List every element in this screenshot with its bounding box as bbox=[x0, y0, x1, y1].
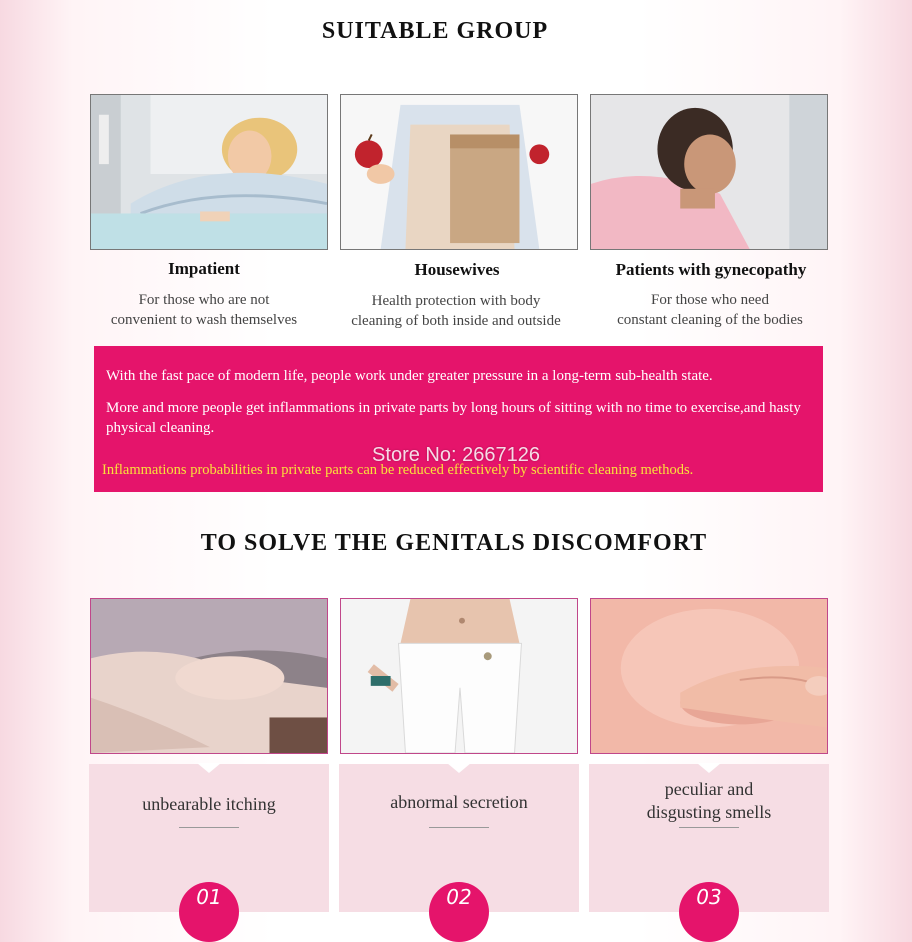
divider bbox=[679, 827, 739, 828]
section-title-discomfort: TO SOLVE THE GENITALS DISCOMFORT bbox=[200, 530, 708, 556]
group-name-gynecopathy: Patients with gynecopathy bbox=[615, 260, 807, 279]
store-watermark: Store No: 2667126 bbox=[372, 444, 540, 466]
divider bbox=[429, 827, 489, 828]
problem-card-1 bbox=[89, 764, 329, 912]
problem-text: unbearable itching bbox=[142, 794, 276, 814]
group-desc-impatient bbox=[64, 290, 344, 330]
problem-card-3 bbox=[589, 764, 829, 912]
group-desc-line: Health protection with body bbox=[371, 293, 541, 309]
card-notch bbox=[197, 763, 221, 773]
problem-card-2 bbox=[339, 764, 579, 912]
problem-number: 01 bbox=[179, 882, 239, 942]
secretion-photo bbox=[340, 598, 578, 754]
info-banner bbox=[94, 346, 823, 492]
group-name-impatient: Impatient bbox=[168, 259, 240, 278]
card-notch bbox=[697, 763, 721, 773]
info-highlight: Inflammations probabilities in private parts can be reduced effectively by scientific cleaning methods. bbox=[102, 462, 694, 478]
group-desc-line: convenient to wash themselves bbox=[110, 312, 298, 328]
section-title-suitable-group: SUITABLE GROUP bbox=[321, 18, 549, 44]
group-desc-housewives bbox=[316, 291, 596, 331]
group-name-housewives: Housewives bbox=[414, 260, 500, 279]
gynecopathy-patient-photo bbox=[590, 94, 828, 250]
card-notch bbox=[447, 763, 471, 773]
group-desc-line: For those who need bbox=[651, 292, 769, 308]
info-paragraph-2: More and more people get inflammations in private parts by long hours of sitting with no time to exercise,and hasty physical cleaning. bbox=[106, 400, 801, 436]
patient-photo bbox=[90, 94, 328, 250]
group-desc-line: cleaning of both inside and outside bbox=[351, 313, 561, 329]
problem-number: 02 bbox=[429, 882, 489, 942]
divider bbox=[179, 827, 239, 828]
problem-number: 03 bbox=[679, 882, 739, 942]
problem-text-line: peculiar and bbox=[664, 779, 754, 799]
group-desc-line: For those who are not bbox=[138, 292, 270, 308]
itching-photo bbox=[90, 598, 328, 754]
problem-text-line: disgusting smells bbox=[646, 802, 772, 822]
problem-text bbox=[589, 778, 829, 824]
group-desc-gynecopathy bbox=[570, 290, 850, 330]
housewife-photo bbox=[340, 94, 578, 250]
group-desc-line: constant cleaning of the bodies bbox=[617, 312, 803, 328]
smell-photo bbox=[590, 598, 828, 754]
info-paragraph-1: With the fast pace of modern life, people work under greater pressure in a long-term sub-health state. bbox=[106, 368, 713, 384]
problem-text: abnormal secretion bbox=[390, 792, 528, 812]
